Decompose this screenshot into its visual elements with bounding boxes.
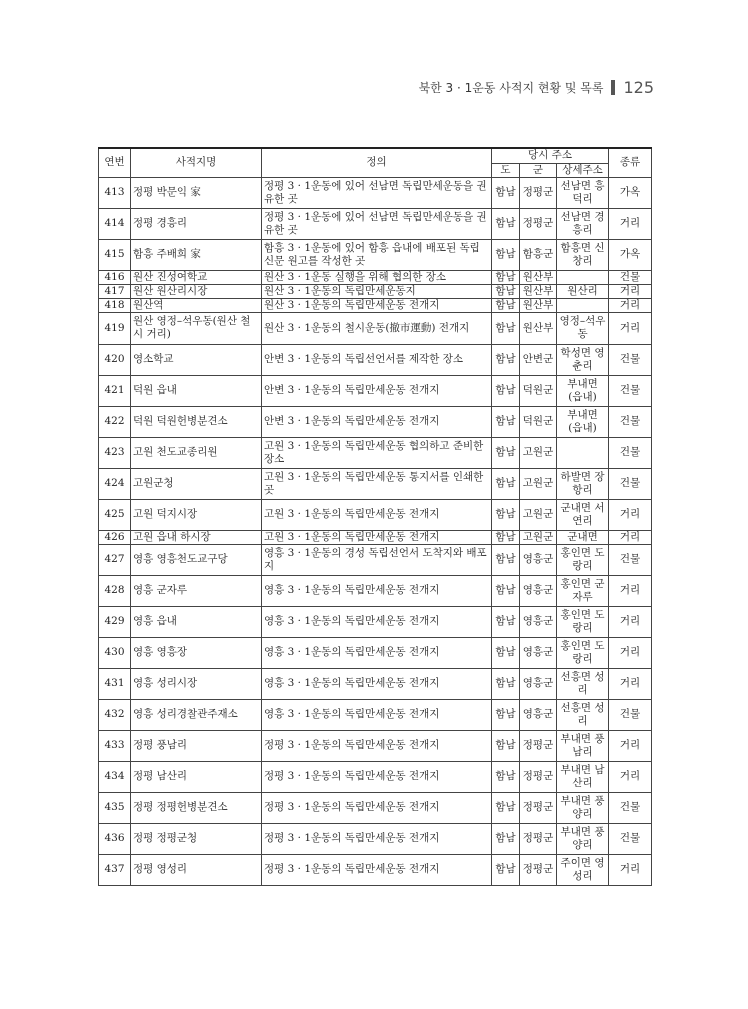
table-row bbox=[99, 284, 652, 298]
cell-detail-address: 선흥면 성리 bbox=[557, 668, 609, 699]
cell-definition: 정평 3 · 1운동의 독립만세운동 전개지 bbox=[262, 792, 492, 823]
cell-do: 함남 bbox=[492, 177, 520, 208]
cell-num: 420 bbox=[99, 344, 131, 375]
cell-num: 424 bbox=[99, 468, 131, 499]
cell-do: 함남 bbox=[492, 761, 520, 792]
cell-type: 거리 bbox=[609, 854, 652, 885]
cell-site-name: 영흥 군자루 bbox=[131, 575, 262, 606]
cell-type: 거리 bbox=[609, 312, 652, 344]
cell-site-name: 고원군청 bbox=[131, 468, 262, 499]
header-type: 종류 bbox=[609, 148, 652, 177]
cell-gun: 영흥군 bbox=[520, 699, 557, 730]
cell-site-name: 정평 영성리 bbox=[131, 854, 262, 885]
cell-type: 거리 bbox=[609, 208, 652, 239]
header-detail: 상세주소 bbox=[557, 163, 609, 177]
cell-do: 함남 bbox=[492, 375, 520, 406]
cell-detail-address: 영정–석우동 bbox=[557, 312, 609, 344]
cell-definition: 원산 3 · 1운동의 독립만세운동 전개지 bbox=[262, 298, 492, 312]
cell-site-name: 영흥 영흥장 bbox=[131, 637, 262, 668]
cell-definition: 원산 3 · 1운동의 철시운동(撤市運動) 전개지 bbox=[262, 312, 492, 344]
table-row bbox=[99, 792, 652, 823]
cell-type: 거리 bbox=[609, 637, 652, 668]
cell-site-name: 함흥 주배희 家 bbox=[131, 239, 262, 270]
page-header bbox=[419, 77, 654, 97]
cell-num: 433 bbox=[99, 730, 131, 761]
cell-gun: 고원군 bbox=[520, 437, 557, 468]
cell-gun: 함흥군 bbox=[520, 239, 557, 270]
cell-site-name: 고원 덕지시장 bbox=[131, 499, 262, 530]
cell-type: 건물 bbox=[609, 437, 652, 468]
cell-type: 거리 bbox=[609, 575, 652, 606]
cell-do: 함남 bbox=[492, 544, 520, 575]
cell-site-name: 영흥 읍내 bbox=[131, 606, 262, 637]
cell-num: 437 bbox=[99, 854, 131, 885]
cell-do: 함남 bbox=[492, 298, 520, 312]
cell-num: 432 bbox=[99, 699, 131, 730]
cell-num: 419 bbox=[99, 312, 131, 344]
cell-do: 함남 bbox=[492, 468, 520, 499]
cell-num: 428 bbox=[99, 575, 131, 606]
cell-detail-address: 선남면 흥덕리 bbox=[557, 177, 609, 208]
cell-gun: 덕원군 bbox=[520, 375, 557, 406]
cell-site-name: 영소학교 bbox=[131, 344, 262, 375]
table-row bbox=[99, 606, 652, 637]
cell-type: 거리 bbox=[609, 284, 652, 298]
cell-gun: 원산부 bbox=[520, 284, 557, 298]
cell-gun: 안변군 bbox=[520, 344, 557, 375]
cell-site-name: 정평 정평헌병분견소 bbox=[131, 792, 262, 823]
cell-type: 거리 bbox=[609, 499, 652, 530]
cell-num: 429 bbox=[99, 606, 131, 637]
cell-type: 건물 bbox=[609, 375, 652, 406]
cell-detail-address: 선흥면 성리 bbox=[557, 699, 609, 730]
cell-gun: 정평군 bbox=[520, 730, 557, 761]
cell-detail-address: 함흥면 신창리 bbox=[557, 239, 609, 270]
cell-do: 함남 bbox=[492, 344, 520, 375]
cell-definition: 고원 3 · 1운동의 독립만세운동 전개지 bbox=[262, 499, 492, 530]
cell-definition: 영흥 3 · 1운동의 독립만세운동 전개지 bbox=[262, 606, 492, 637]
cell-do: 함남 bbox=[492, 668, 520, 699]
cell-detail-address: 부내면 풍양리 bbox=[557, 823, 609, 854]
cell-definition: 정평 3 · 1운동의 독립만세운동 전개지 bbox=[262, 854, 492, 885]
cell-num: 425 bbox=[99, 499, 131, 530]
cell-num: 414 bbox=[99, 208, 131, 239]
cell-detail-address: 부내면 남산리 bbox=[557, 761, 609, 792]
cell-gun: 덕원군 bbox=[520, 406, 557, 437]
cell-site-name: 영흥 성리시장 bbox=[131, 668, 262, 699]
cell-gun: 고원군 bbox=[520, 468, 557, 499]
cell-type: 건물 bbox=[609, 544, 652, 575]
cell-gun: 원산부 bbox=[520, 312, 557, 344]
cell-gun: 정평군 bbox=[520, 792, 557, 823]
cell-type: 가옥 bbox=[609, 239, 652, 270]
cell-gun: 정평군 bbox=[520, 823, 557, 854]
cell-do: 함남 bbox=[492, 312, 520, 344]
cell-detail-address bbox=[557, 270, 609, 284]
cell-site-name: 원산역 bbox=[131, 298, 262, 312]
cell-do: 함남 bbox=[492, 208, 520, 239]
cell-definition: 영흥 3 · 1운동의 경성 독립선언서 도착지와 배포지 bbox=[262, 544, 492, 575]
cell-gun: 영흥군 bbox=[520, 544, 557, 575]
table-row bbox=[99, 375, 652, 406]
table-row bbox=[99, 823, 652, 854]
cell-detail-address: 선남면 경흥리 bbox=[557, 208, 609, 239]
header-name: 사적지명 bbox=[131, 148, 262, 177]
cell-num: 423 bbox=[99, 437, 131, 468]
table-row bbox=[99, 730, 652, 761]
cell-type: 거리 bbox=[609, 730, 652, 761]
table-row bbox=[99, 544, 652, 575]
table-row bbox=[99, 344, 652, 375]
cell-num: 418 bbox=[99, 298, 131, 312]
cell-do: 함남 bbox=[492, 406, 520, 437]
header-divider-bar bbox=[611, 80, 615, 95]
table-row bbox=[99, 499, 652, 530]
table-row bbox=[99, 208, 652, 239]
cell-num: 415 bbox=[99, 239, 131, 270]
cell-do: 함남 bbox=[492, 730, 520, 761]
table-header bbox=[99, 148, 652, 177]
cell-definition: 안변 3 · 1운동의 독립만세운동 전개지 bbox=[262, 375, 492, 406]
cell-gun: 정평군 bbox=[520, 761, 557, 792]
cell-do: 함남 bbox=[492, 270, 520, 284]
table-row bbox=[99, 177, 652, 208]
cell-site-name: 영흥 영흥천도교구당 bbox=[131, 544, 262, 575]
table-row bbox=[99, 530, 652, 544]
table-row bbox=[99, 312, 652, 344]
cell-definition: 고원 3 · 1운동의 독립만세운동 통지서를 인쇄한 곳 bbox=[262, 468, 492, 499]
cell-detail-address: 홍인면 도랑리 bbox=[557, 637, 609, 668]
cell-site-name: 정평 정평군청 bbox=[131, 823, 262, 854]
cell-detail-address: 부내면 (읍내) bbox=[557, 375, 609, 406]
cell-definition: 원산 3 · 1운동의 독립만세운동지 bbox=[262, 284, 492, 298]
cell-detail-address bbox=[557, 437, 609, 468]
cell-do: 함남 bbox=[492, 606, 520, 637]
cell-detail-address: 홍인면 도랑리 bbox=[557, 606, 609, 637]
header-num: 연번 bbox=[99, 148, 131, 177]
cell-site-name: 원산 영정–석우동(원산 철시 거리) bbox=[131, 312, 262, 344]
cell-gun: 정평군 bbox=[520, 208, 557, 239]
cell-site-name: 고원 읍내 하시장 bbox=[131, 530, 262, 544]
table-body bbox=[99, 177, 652, 885]
cell-definition: 정평 3 · 1운동의 독립만세운동 전개지 bbox=[262, 823, 492, 854]
cell-detail-address: 부내면 (읍내) bbox=[557, 406, 609, 437]
running-header-title: 북한 3 · 1운동 사적지 현황 및 목록 bbox=[418, 80, 604, 95]
table-row bbox=[99, 668, 652, 699]
cell-type: 가옥 bbox=[609, 177, 652, 208]
cell-type: 건물 bbox=[609, 344, 652, 375]
cell-detail-address: 부내면 풍양리 bbox=[557, 792, 609, 823]
table-row bbox=[99, 239, 652, 270]
table-row bbox=[99, 761, 652, 792]
cell-type: 건물 bbox=[609, 699, 652, 730]
table-row bbox=[99, 406, 652, 437]
cell-site-name: 영흥 성리경찰관주재소 bbox=[131, 699, 262, 730]
cell-gun: 영흥군 bbox=[520, 637, 557, 668]
cell-type: 건물 bbox=[609, 792, 652, 823]
cell-definition: 영흥 3 · 1운동의 독립만세운동 전개지 bbox=[262, 699, 492, 730]
historic-sites-table bbox=[98, 147, 652, 886]
cell-site-name: 원산 진성여학교 bbox=[131, 270, 262, 284]
cell-num: 413 bbox=[99, 177, 131, 208]
cell-definition: 영흥 3 · 1운동의 독립만세운동 전개지 bbox=[262, 575, 492, 606]
cell-detail-address: 학성면 영춘리 bbox=[557, 344, 609, 375]
cell-do: 함남 bbox=[492, 854, 520, 885]
cell-site-name: 덕원 읍내 bbox=[131, 375, 262, 406]
cell-do: 함남 bbox=[492, 284, 520, 298]
cell-detail-address: 하발면 장항리 bbox=[557, 468, 609, 499]
cell-detail-address: 주이면 영성리 bbox=[557, 854, 609, 885]
cell-num: 427 bbox=[99, 544, 131, 575]
cell-definition: 고원 3 · 1운동의 독립만세운동 전개지 bbox=[262, 530, 492, 544]
cell-do: 함남 bbox=[492, 499, 520, 530]
cell-type: 건물 bbox=[609, 468, 652, 499]
cell-detail-address: 군내면 bbox=[557, 530, 609, 544]
cell-do: 함남 bbox=[492, 637, 520, 668]
cell-num: 430 bbox=[99, 637, 131, 668]
cell-gun: 고원군 bbox=[520, 499, 557, 530]
cell-type: 거리 bbox=[609, 668, 652, 699]
table-row bbox=[99, 437, 652, 468]
cell-type: 거리 bbox=[609, 530, 652, 544]
cell-site-name: 원산 원산리시장 bbox=[131, 284, 262, 298]
cell-type: 거리 bbox=[609, 761, 652, 792]
cell-gun: 원산부 bbox=[520, 298, 557, 312]
cell-type: 거리 bbox=[609, 606, 652, 637]
cell-detail-address: 원산리 bbox=[557, 284, 609, 298]
cell-num: 421 bbox=[99, 375, 131, 406]
cell-gun: 고원군 bbox=[520, 530, 557, 544]
cell-do: 함남 bbox=[492, 239, 520, 270]
cell-type: 건물 bbox=[609, 406, 652, 437]
cell-num: 422 bbox=[99, 406, 131, 437]
cell-gun: 영흥군 bbox=[520, 575, 557, 606]
cell-site-name: 덕원 덕원헌병분견소 bbox=[131, 406, 262, 437]
cell-definition: 정평 3 · 1운동에 있어 선남면 독립만세운동을 권유한 곳 bbox=[262, 208, 492, 239]
cell-site-name: 정평 박문익 家 bbox=[131, 177, 262, 208]
cell-site-name: 정평 풍남리 bbox=[131, 730, 262, 761]
cell-detail-address bbox=[557, 298, 609, 312]
cell-do: 함남 bbox=[492, 699, 520, 730]
header-address-group: 당시 주소 bbox=[492, 148, 609, 163]
table-row bbox=[99, 699, 652, 730]
header-definition: 정의 bbox=[262, 148, 492, 177]
cell-definition: 안변 3 · 1운동의 독립선언서를 제작한 장소 bbox=[262, 344, 492, 375]
cell-do: 함남 bbox=[492, 823, 520, 854]
cell-detail-address: 홍인면 도랑리 bbox=[557, 544, 609, 575]
table-row bbox=[99, 270, 652, 284]
cell-gun: 영흥군 bbox=[520, 668, 557, 699]
table-row bbox=[99, 575, 652, 606]
cell-type: 건물 bbox=[609, 823, 652, 854]
cell-num: 426 bbox=[99, 530, 131, 544]
cell-do: 함남 bbox=[492, 437, 520, 468]
cell-detail-address: 군내면 서연리 bbox=[557, 499, 609, 530]
cell-do: 함남 bbox=[492, 792, 520, 823]
cell-detail-address: 부내면 풍남리 bbox=[557, 730, 609, 761]
cell-definition: 정평 3 · 1운동의 독립만세운동 전개지 bbox=[262, 761, 492, 792]
cell-gun: 정평군 bbox=[520, 177, 557, 208]
cell-do: 함남 bbox=[492, 530, 520, 544]
cell-definition: 안변 3 · 1운동의 독립만세운동 전개지 bbox=[262, 406, 492, 437]
cell-site-name: 정평 남산리 bbox=[131, 761, 262, 792]
cell-num: 434 bbox=[99, 761, 131, 792]
cell-num: 416 bbox=[99, 270, 131, 284]
table-row bbox=[99, 468, 652, 499]
cell-num: 436 bbox=[99, 823, 131, 854]
cell-gun: 정평군 bbox=[520, 854, 557, 885]
table-row bbox=[99, 854, 652, 885]
cell-num: 417 bbox=[99, 284, 131, 298]
cell-definition: 원산 3 · 1운동 실행을 위해 협의한 장소 bbox=[262, 270, 492, 284]
table-row bbox=[99, 637, 652, 668]
page-number: 125 bbox=[623, 77, 654, 97]
cell-definition: 영흥 3 · 1운동의 독립만세운동 전개지 bbox=[262, 637, 492, 668]
cell-site-name: 정평 경흥리 bbox=[131, 208, 262, 239]
cell-detail-address: 홍인면 군자루 bbox=[557, 575, 609, 606]
cell-type: 건물 bbox=[609, 270, 652, 284]
cell-gun: 원산부 bbox=[520, 270, 557, 284]
header-do: 도 bbox=[492, 163, 520, 177]
cell-do: 함남 bbox=[492, 575, 520, 606]
cell-definition: 정평 3 · 1운동에 있어 선남면 독립만세운동을 권유한 곳 bbox=[262, 177, 492, 208]
cell-definition: 고원 3 · 1운동의 독립만세운동 협의하고 준비한 장소 bbox=[262, 437, 492, 468]
cell-definition: 영흥 3 · 1운동의 독립만세운동 전개지 bbox=[262, 668, 492, 699]
cell-gun: 영흥군 bbox=[520, 606, 557, 637]
cell-definition: 정평 3 · 1운동의 독립만세운동 전개지 bbox=[262, 730, 492, 761]
cell-num: 435 bbox=[99, 792, 131, 823]
table-row bbox=[99, 298, 652, 312]
cell-definition: 함흥 3 · 1운동에 있어 함흥 읍내에 배포된 독립신문 원고를 작성한 곳 bbox=[262, 239, 492, 270]
cell-type: 거리 bbox=[609, 298, 652, 312]
cell-num: 431 bbox=[99, 668, 131, 699]
cell-site-name: 고원 천도교종리원 bbox=[131, 437, 262, 468]
header-gun: 군 bbox=[520, 163, 557, 177]
